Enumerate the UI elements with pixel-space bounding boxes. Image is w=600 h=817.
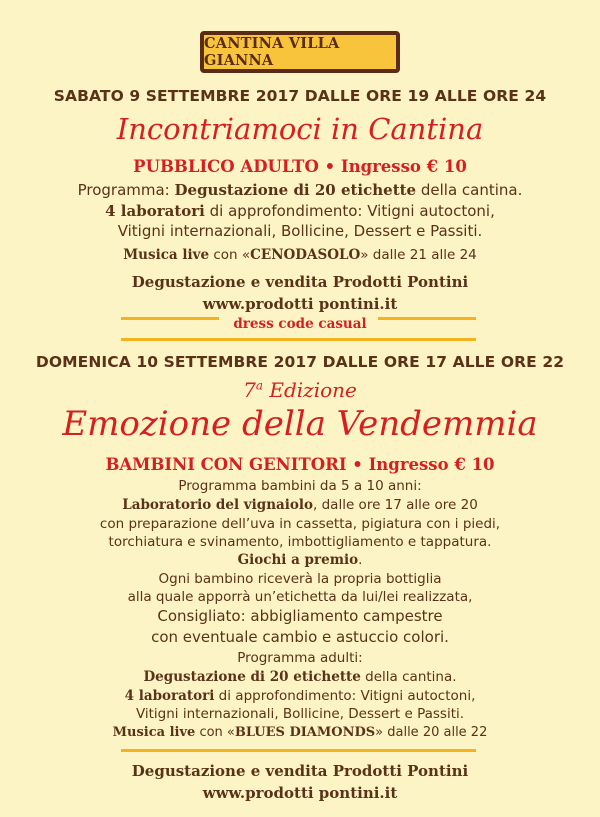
event2-music: Musica live con «BLUES DIAMONDS» dalle 20 alle 22 <box>112 725 488 740</box>
winery-logo-text: CANTINA VILLA GIANNA <box>204 35 340 69</box>
winery-logo <box>200 31 400 73</box>
event2-kids-program: Programma bambini da 5 a 10 anni: <box>178 478 422 494</box>
event2-dateline: DOMENICA 10 SETTEMBRE 2017 DALLE ORE 17 ALLE ORE 22 <box>35 353 565 371</box>
event1-labs-line2: Vitigni internazionali, Bollicine, Dessert e Passiti. <box>117 222 483 240</box>
section-divider <box>121 338 476 341</box>
event2-advice-line1: Consigliato: abbigliamento campestre <box>157 607 443 625</box>
event1-website[interactable]: www.prodotti pontini.it <box>202 295 398 313</box>
event2-adult-program: Programma adulti: <box>237 650 363 666</box>
event2-tasting: Degustazione di 20 etichette della cantina. <box>143 669 457 685</box>
bottom-divider <box>121 749 476 752</box>
event2-lab: Laboratorio del vignaiolo, dalle ore 17 alle ore 20 <box>122 497 478 513</box>
event2-bottle-line1: Ogni bambino riceverà la propria bottiglia <box>158 571 442 587</box>
event1-audience: PUBBLICO ADULTO • Ingresso € 10 <box>133 157 467 176</box>
event2-lab-line2: con preparazione dell’uva in cassetta, pigiatura con i piedi, <box>99 516 501 532</box>
event1-title: Incontriamoci in Cantina <box>116 112 484 146</box>
event2-games: Giochi a premio. <box>237 552 363 568</box>
event1-dateline: SABATO 9 SETTEMBRE 2017 DALLE ORE 19 ALLE ORE 24 <box>53 87 547 105</box>
event2-website[interactable]: www.prodotti pontini.it <box>202 784 398 802</box>
event2-lab-line3: torchiatura e svinamento, imbottigliamento e tappatura. <box>108 534 492 550</box>
event2-title: Emozione della Vendemmia <box>62 404 538 444</box>
event1-labs: 4 laboratori di approfondimento: Vitigni autoctoni, <box>105 202 495 220</box>
event2-sales: Degustazione e vendita Prodotti Pontini <box>131 762 469 780</box>
event1-music: Musica live con «CENODASOLO» dalle 21 alle 24 <box>123 247 477 263</box>
event2-audience: BAMBINI CON GENITORI • Ingresso € 10 <box>105 455 495 474</box>
event2-labs-line2: Vitigni internazionali, Bollicine, Dessert e Passiti. <box>135 706 465 722</box>
event2-advice-line2: con eventuale cambio e astuccio colori. <box>151 628 449 646</box>
event2-labs: 4 laboratori di approfondimento: Vitigni autoctoni, <box>124 688 476 704</box>
event2-edition: 7$^a$ Edizione <box>243 378 357 402</box>
event2-bottle-line2: alla quale apporrà un’etichetta da lui/lei realizzata, <box>127 589 473 605</box>
event1-sales: Degustazione e vendita Prodotti Pontini <box>131 273 469 291</box>
event1-dress-code: dress code casual <box>233 316 367 332</box>
event1-program: Programma: Degustazione di 20 etichette della cantina. <box>77 181 523 199</box>
